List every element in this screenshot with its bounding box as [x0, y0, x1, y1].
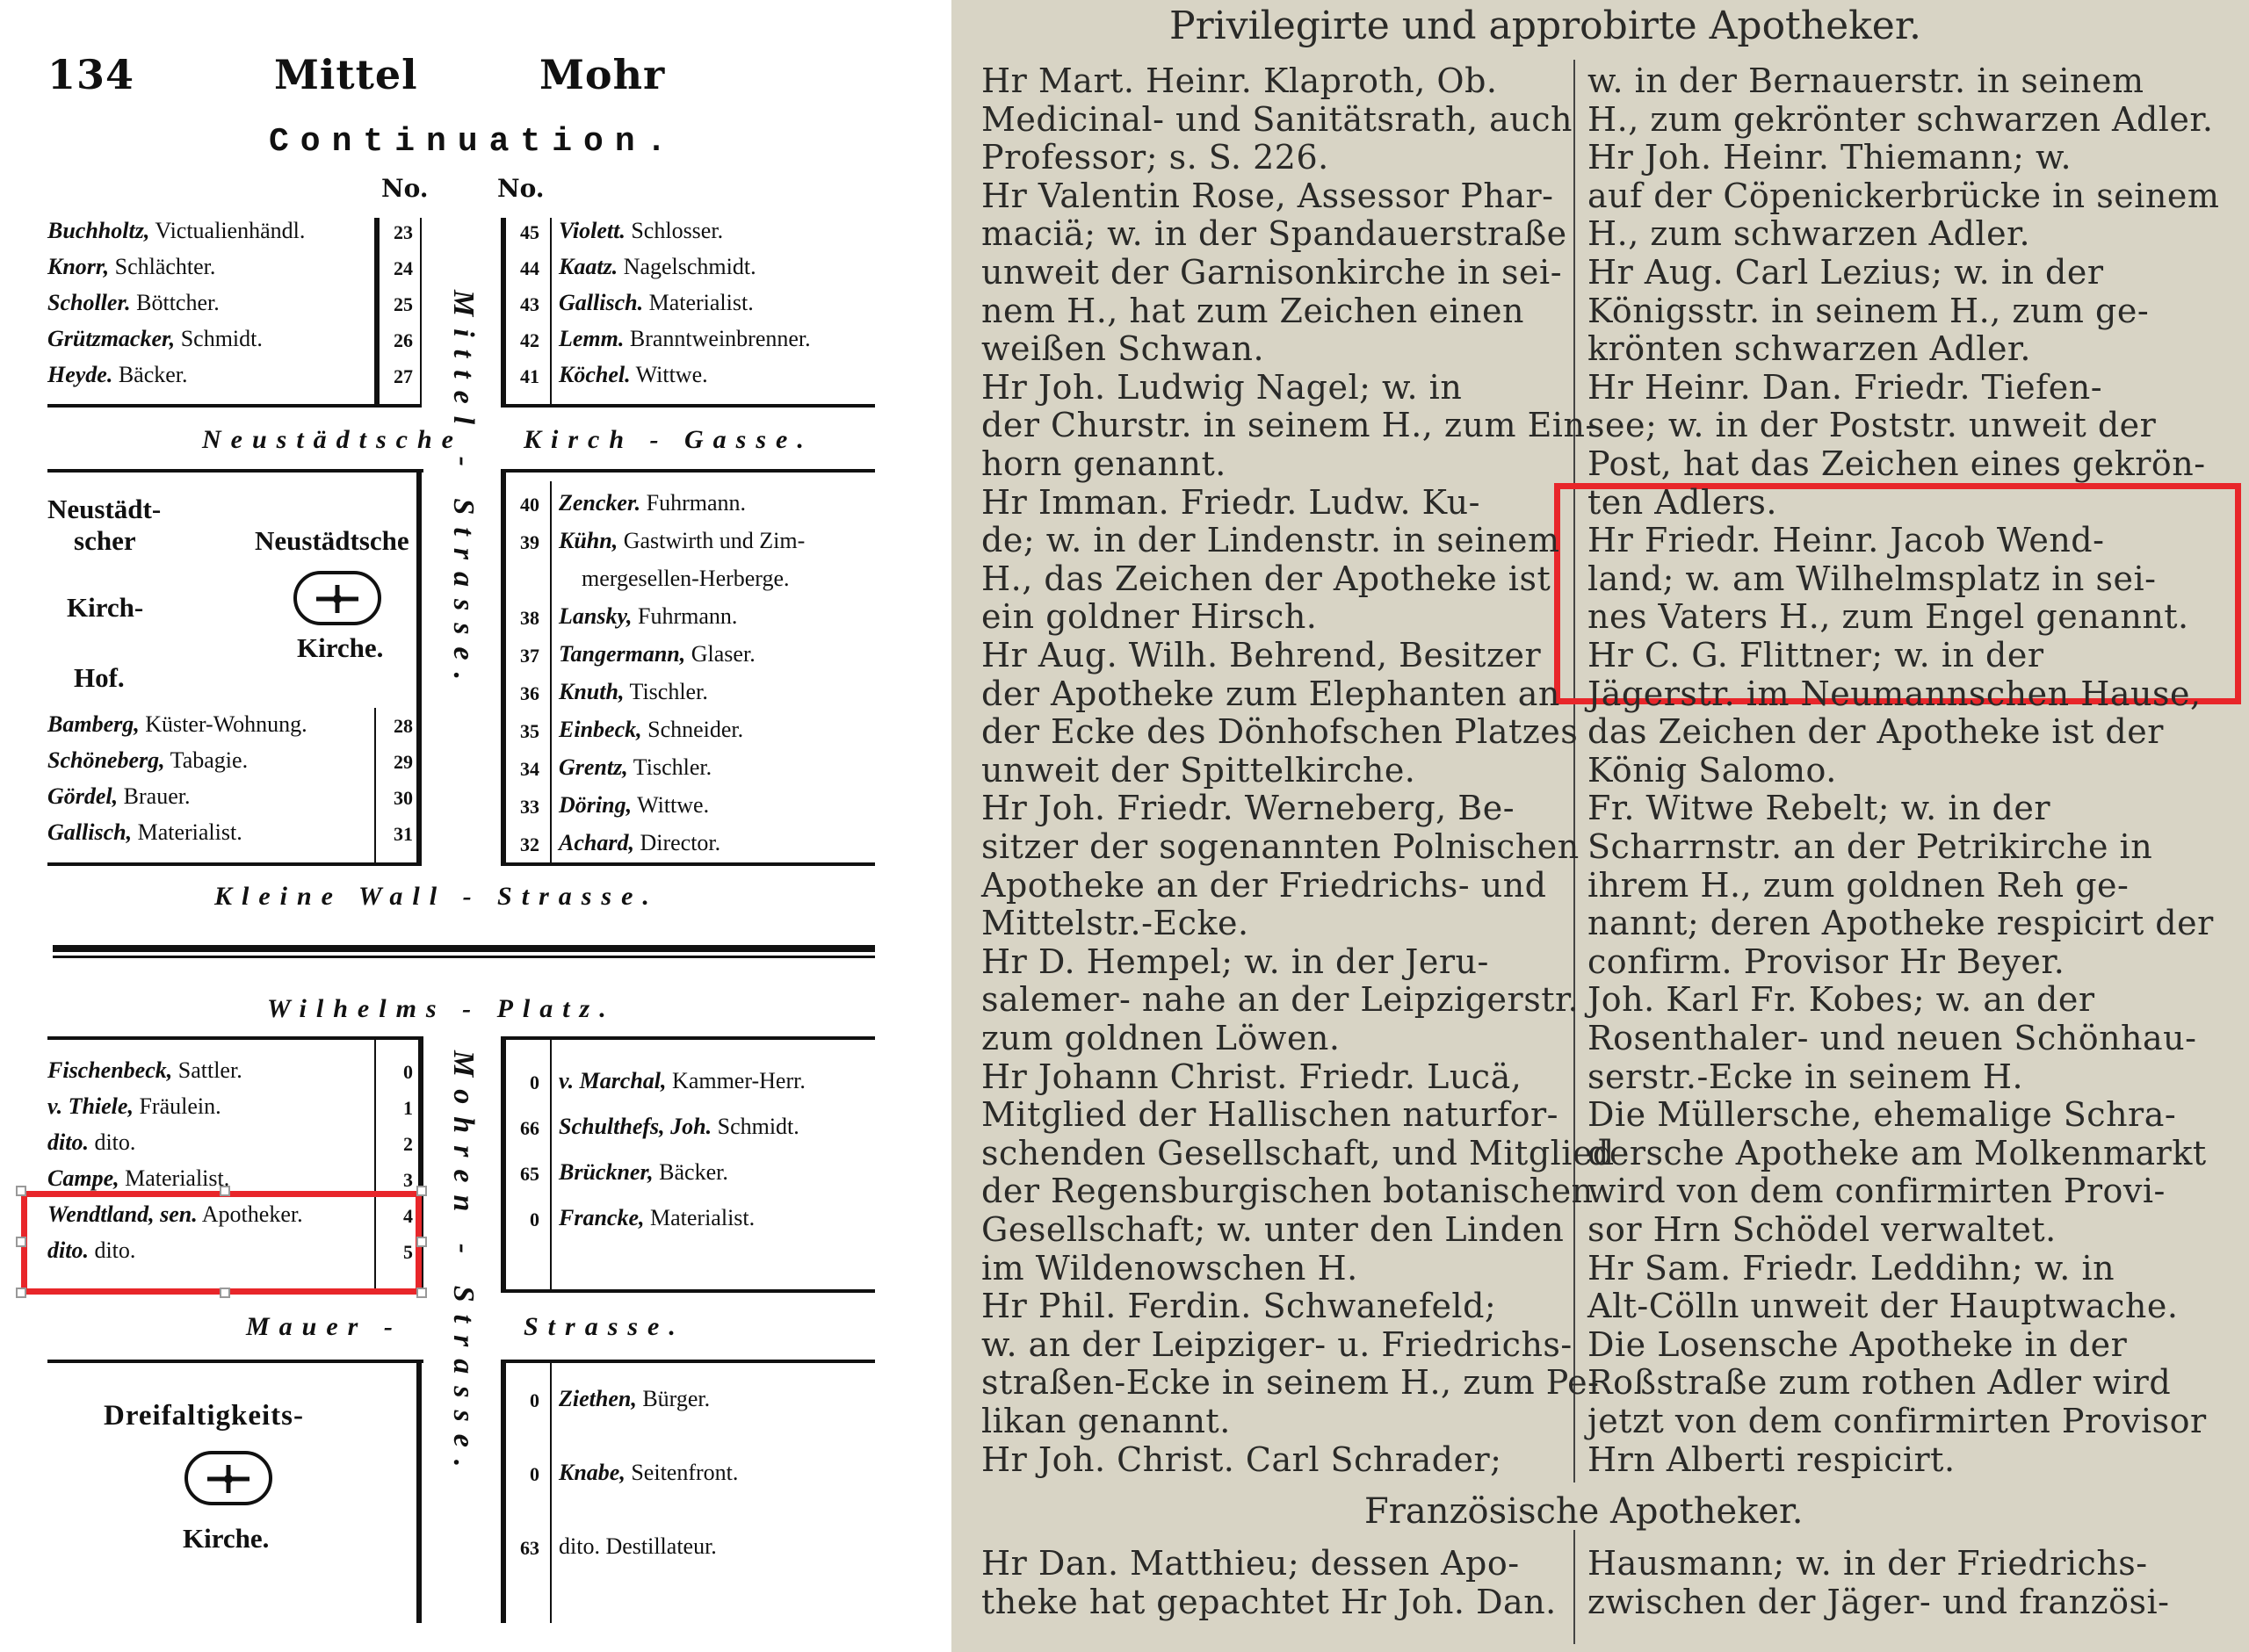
entry-line: Medicinal- und Sanitätsrath, auch [981, 99, 1573, 139]
resident-occupation: Schlosser. [625, 218, 724, 243]
resident-name: Brückner, [559, 1159, 654, 1185]
hof-line: Neustädt- [47, 494, 162, 524]
resident-occupation: Materialist. [644, 1205, 756, 1230]
entry-line: sor Hrn Schödel verwaltet. [1587, 1210, 2057, 1249]
divider [550, 218, 552, 406]
resident-occupation: Nagelschmidt. [618, 254, 756, 279]
resident-name: Grentz, [559, 754, 628, 780]
resident-name: v. Thiele, [47, 1093, 134, 1119]
divider [47, 404, 422, 408]
entry-line: Hr Aug. Carl Lezius; w. in der [1587, 253, 2104, 292]
house-number: 33 [520, 796, 539, 818]
resident-name: Köchel. [559, 362, 631, 387]
entry-line: Hrn Alberti respicirt. [1587, 1439, 1956, 1479]
divider [501, 1289, 875, 1293]
resident-entry [559, 326, 811, 352]
house-number: 1 [403, 1097, 413, 1119]
entry-line: serstr.-Ecke in seinem H. [1587, 1057, 2024, 1096]
entry-line: nes Vaters H., zum Engel genannt. [1587, 597, 2189, 637]
entry-line: jetzt von dem confirmirten Provisor [1587, 1402, 2207, 1440]
divider [53, 945, 875, 952]
resident-occupation: Seitenfront. [625, 1460, 739, 1485]
resident-name: Einbeck, [559, 717, 642, 742]
resident-occupation: Schmidt. [175, 326, 263, 351]
house-number: 5 [403, 1241, 413, 1263]
resident-name: Knorr, [47, 254, 110, 279]
house-number: 24 [394, 257, 413, 279]
entry-line: Hr Friedr. Heinr. Jacob Wend- [1587, 521, 2105, 560]
resident-entry [559, 218, 723, 244]
divider [47, 1360, 423, 1363]
entry-line: Hr Joh. Ludwig Nagel; w. in [981, 367, 1463, 407]
resident-occupation: Glaser. [685, 641, 756, 667]
resident-name: dito. [47, 1237, 89, 1263]
street-wilhelmsplatz: Wilhelms - Platz. [267, 994, 616, 1023]
street-kirchgasse: Kirch - Gasse. [524, 425, 814, 454]
resident-name: Wendtland, sen. [47, 1201, 198, 1227]
house-number: 0 [530, 1071, 539, 1093]
hof-line: scher [74, 525, 136, 556]
house-number: 0 [403, 1061, 413, 1083]
resident-occupation: Wittwe. [630, 362, 708, 387]
church-name: Dreifaltigkeits- [104, 1400, 305, 1432]
resident-name: Bamberg, [47, 711, 140, 737]
house-number: 39 [520, 531, 539, 553]
entry-line: ten Adlers. [1587, 482, 1777, 522]
resident-occupation: Brauer. [118, 783, 191, 809]
resident-name: Gallisch. [559, 290, 644, 315]
resident-entry [47, 362, 188, 388]
house-number: 37 [520, 645, 539, 667]
resident-occupation: Fuhrmann. [640, 490, 747, 516]
entry-line: wird von dem confirmirten Provi- [1587, 1172, 2166, 1211]
hof-line: Hof. [74, 662, 125, 693]
entry-line: Rosenthaler- und neuen Schönhau- [1587, 1019, 2197, 1057]
entry-line: Hr Imman. Friedr. Ludw. Ku- [981, 482, 1480, 522]
entry-line: krönten schwarzen Adler. [1587, 329, 2031, 369]
entry-line: Hr C. G. Flittner; w. in der [1587, 636, 2044, 675]
resident-occupation: Director. [633, 830, 721, 855]
resident-occupation: Tischler. [627, 754, 712, 780]
entry-line: schenden Gesellschaft, und Mitglied [981, 1133, 1615, 1172]
resident-name: Knuth, [559, 679, 625, 704]
divider [501, 862, 875, 866]
resident-occupation: Bäcker. [112, 362, 188, 387]
resident-entry [559, 717, 743, 743]
resident-entry [47, 747, 248, 774]
divider [47, 1036, 423, 1040]
house-number: 27 [394, 365, 413, 387]
entry-line: Jägerstr. im Neumannschen Hause, [1587, 674, 2202, 713]
house-number: 65 [520, 1163, 539, 1185]
resident-name: Ziethen, [559, 1386, 637, 1411]
resident-entry [559, 290, 754, 316]
resident-occupation: Schmidt. [712, 1114, 799, 1139]
divider [501, 218, 506, 406]
entry-line: Roßstraße zum rothen Adler wird [1587, 1363, 2172, 1403]
address-book-page [0, 0, 914, 1652]
entry-line: Mittelstr.-Ecke. [981, 904, 1249, 943]
title-left: Mittel [274, 51, 418, 98]
street-neustaedtsche: Neustädtsche [202, 425, 463, 454]
entry-line: weißen Schwan. [981, 329, 1265, 369]
divider [501, 404, 875, 408]
resident-occupation: dito. [88, 1237, 136, 1263]
resident-entry [47, 1237, 135, 1264]
resident-entry [47, 1093, 221, 1120]
entry-line: dersche Apotheke am Molkenmarkt [1587, 1133, 2207, 1172]
resident-entry [559, 254, 756, 280]
hof-line: Kirch- [67, 592, 144, 623]
resident-occupation: dito. [88, 1129, 136, 1155]
entry-line: land; w. am Wilhelmsplatz in sei- [1587, 559, 2157, 598]
resident-name: Zencker. [559, 490, 641, 516]
resident-occupation: Sattler. [172, 1057, 242, 1083]
resident-occupation: Materialist. [643, 290, 754, 315]
resident-name: Kaatz. [559, 254, 618, 279]
entry-line: Apotheke an der Friedrichs- und [981, 865, 1547, 905]
divider [501, 469, 506, 864]
resident-name: Lansky, [559, 603, 633, 629]
street-mauer: Mauer - [246, 1312, 402, 1341]
resident-occupation: Tabagie. [164, 747, 249, 773]
divider [501, 1036, 875, 1040]
house-number: 29 [394, 751, 413, 773]
house-number: 40 [520, 494, 539, 516]
entry-line: w. an der Leipziger- u. Friedrichs- [981, 1324, 1573, 1364]
entry-line: unweit der Garnisonkirche in sei- [981, 253, 1563, 292]
house-number: 45 [520, 221, 539, 243]
house-number: 35 [520, 720, 539, 742]
resident-entry [559, 830, 720, 856]
street-kleinewall: Kleine Wall - Strasse. [214, 882, 659, 911]
continuation-heading: Continuation. [269, 123, 678, 161]
church-label: Kirche. [183, 1523, 270, 1554]
entry-line: zum goldnen Löwen. [981, 1019, 1341, 1057]
divider [420, 218, 422, 406]
title-right: Mohr [539, 51, 666, 98]
entry-line: Hr Joh. Friedr. Werneberg, Be- [981, 789, 1515, 828]
house-number: 0 [530, 1389, 539, 1411]
entry-line: Hr Joh. Heinr. Thiemann; w. [1587, 138, 2072, 177]
entry-line: Königsstr. in seinem H., zum ge- [1587, 291, 2150, 330]
resident-occupation: Fräulein. [133, 1093, 221, 1119]
resident-occupation: Tischler. [624, 679, 708, 704]
resident-entry [47, 711, 307, 738]
divider [501, 469, 875, 473]
house-number: 32 [520, 833, 539, 855]
resize-handle[interactable] [16, 1186, 26, 1196]
resident-occupation: Apotheker. [197, 1201, 303, 1227]
entry-line: auf der Cöpenickerbrücke in seinem [1587, 176, 2220, 215]
divider [374, 218, 380, 406]
house-number: 31 [394, 823, 413, 845]
entry-line: w. in der Bernauerstr. in seinem [1587, 61, 2144, 100]
resident-occupation: Küster-Wohnung. [139, 711, 307, 737]
resident-entry [47, 819, 242, 846]
divider [501, 1036, 506, 1291]
street-mohrenstrasse: Mohren - Strasse. [447, 1050, 480, 1480]
resident-name: Gallisch, [47, 819, 133, 845]
house-number: 4 [403, 1205, 413, 1227]
house-number: 34 [520, 758, 539, 780]
entry-line: Hr Phil. Ferdin. Schwanefeld; [981, 1287, 1497, 1326]
entry-line: Mitglied der Hallischen naturfor- [981, 1095, 1558, 1135]
entry-line: de; w. in der Lindenstr. in seinem [981, 521, 1560, 560]
entry-line: Hr Aug. Wilh. Behrend, Besitzer [981, 636, 1542, 675]
house-number: 25 [394, 293, 413, 315]
entry-line: Hr Heinr. Dan. Friedr. Tiefen- [1587, 367, 2103, 407]
entry-line: unweit der Spittelkirche. [981, 750, 1416, 790]
entry-line: nem H., hat zum Zeichen einen [981, 291, 1524, 330]
entry-line: nannt; deren Apotheke respicirt der [1587, 904, 2214, 943]
directory-scan-page [951, 0, 2249, 1652]
resident-occupation: Branntweinbrenner. [624, 326, 811, 351]
entry-line: der Churstr. in seinem H., zum Ein- [981, 406, 1597, 445]
church-symbol-icon [293, 571, 381, 625]
column-divider [1573, 1530, 1575, 1644]
resident-name: Campe, [47, 1165, 119, 1191]
resident-name: Kühn, [559, 528, 618, 553]
resident-entry [559, 1533, 717, 1560]
column-divider [1573, 60, 1575, 1482]
house-number: 26 [394, 329, 413, 351]
street-mittelstrasse: Mittel - Strasse. [447, 290, 480, 693]
entry-line: Hausmann; w. in der Friedrichs- [1587, 1544, 2148, 1583]
entry-line: Hr Mart. Heinr. Klaproth, Ob. [981, 61, 1498, 100]
resident-entry [559, 490, 746, 516]
no-label-right: No. [497, 174, 545, 203]
resident-name: Buchholtz, [47, 218, 150, 243]
resident-name: Fischenbeck, [47, 1057, 173, 1083]
house-number: 3 [403, 1169, 413, 1191]
entry-line: der Ecke des Dönhofschen Platzes [981, 712, 1579, 752]
entry-line: zwischen der Jäger- und französi- [1587, 1583, 2170, 1621]
resident-occupation: Bäcker. [653, 1159, 728, 1185]
resident-occupation: Schneider. [641, 717, 744, 742]
resident-occupation: Wittwe. [632, 792, 710, 818]
resident-entry [559, 1114, 799, 1140]
resident-occupation: Schlächter. [109, 254, 216, 279]
divider [53, 956, 875, 958]
entry-line: Hr Sam. Friedr. Leddihn; w. in [1587, 1248, 2115, 1288]
entry-line: Hr Johann Christ. Friedr. Lucä, [981, 1057, 1522, 1096]
house-number: 28 [394, 715, 413, 737]
resident-entry [559, 754, 712, 781]
divider [550, 481, 552, 864]
church-label: Kirche. [297, 632, 384, 663]
resize-handle[interactable] [16, 1237, 26, 1247]
resident-name: Schulthefs, Joh. [559, 1114, 712, 1139]
entry-line: salemer- nahe an der Leipzigerstr. [981, 980, 1580, 1020]
resident-occupation: Kammer-Herr. [666, 1068, 806, 1093]
divider [374, 708, 376, 864]
entry-line: König Salomo. [1587, 750, 1837, 790]
house-number: 66 [520, 1117, 539, 1139]
resident-occupation: Böttcher. [130, 290, 220, 315]
divider [550, 1360, 552, 1623]
resident-entry [47, 218, 305, 244]
entry-line: der Regensburgischen botanischen [981, 1172, 1594, 1211]
church-symbol-icon [184, 1451, 272, 1505]
entry-line: Die Müllersche, ehemalige Schra- [1587, 1095, 2177, 1135]
resident-entry [559, 1159, 728, 1186]
entry-line: straßen-Ecke in seinem H., zum Pe- [981, 1363, 1600, 1403]
entry-line: Hr Dan. Matthieu; dessen Apo- [981, 1544, 1520, 1583]
entry-line: Die Losensche Apotheke in der [1587, 1324, 2128, 1364]
house-number: 0 [530, 1463, 539, 1485]
resident-name: v. Marchal, [559, 1068, 667, 1093]
house-number: 0 [530, 1208, 539, 1230]
street-strasse: Strasse. [524, 1312, 685, 1341]
resident-name: Lemm. [559, 326, 625, 351]
entry-line: Professor; s. S. 226. [981, 138, 1329, 177]
entry-line: horn genannt. [981, 444, 1226, 483]
resident-occupation: Materialist. [119, 1165, 230, 1191]
divider [47, 469, 423, 473]
house-number: 44 [520, 257, 539, 279]
resident-entry [47, 290, 220, 316]
entry-line: H., das Zeichen der Apotheke ist [981, 559, 1551, 598]
resize-handle[interactable] [16, 1288, 26, 1298]
resident-occupation: Fuhrmann. [632, 603, 738, 629]
section-heading: Privilegirte und approbirte Apotheker. [1169, 4, 1922, 48]
resident-name: Döring, [559, 792, 633, 818]
resident-name: Scholler. [47, 290, 131, 315]
resident-entry [47, 1057, 242, 1084]
house-number: 30 [394, 787, 413, 809]
entry-line: Post, hat das Zeichen eines gekrön- [1587, 444, 2206, 483]
resident-name: Knabe, [559, 1460, 626, 1485]
resize-handle[interactable] [220, 1288, 230, 1298]
resident-entry [559, 603, 737, 630]
house-number: 2 [403, 1133, 413, 1155]
house-number: 43 [520, 293, 539, 315]
resident-entry [47, 1129, 135, 1156]
church-name: Neustädtsche [255, 525, 409, 556]
divider [416, 469, 422, 864]
resident-name: Heyde. [47, 362, 113, 387]
entry-line: der Apotheke zum Elephanten an [981, 674, 1560, 713]
entry-line: theke hat gepachtet Hr Joh. Dan. [981, 1583, 1557, 1621]
entry-line: see; w. in der Poststr. unweit der [1587, 406, 2157, 445]
resident-occupation: dito. Destillateur. [559, 1533, 717, 1559]
no-label-left: No. [381, 174, 429, 203]
resident-entry [47, 1165, 229, 1192]
resident-name: Violett. [559, 218, 626, 243]
house-number: 42 [520, 329, 539, 351]
divider [47, 862, 422, 866]
resident-entry [582, 566, 790, 592]
entry-line: im Wildenowschen H. [981, 1248, 1358, 1288]
entry-line: sitzer der sogenannten Polnischen [981, 827, 1580, 866]
entry-line: H., zum gekrönter schwarzen Adler. [1587, 99, 2214, 139]
entry-line: ein goldner Hirsch. [981, 597, 1318, 637]
resident-entry [47, 326, 263, 352]
house-number: 36 [520, 682, 539, 704]
entry-line: ihrem H., zum goldnen Reh ge- [1587, 865, 2130, 905]
house-number: 23 [394, 221, 413, 243]
resident-name: Gördel, [47, 783, 119, 809]
resize-handle[interactable] [416, 1237, 427, 1247]
resident-occupation: mergesellen-Herberge. [582, 566, 790, 591]
resident-entry [559, 679, 708, 705]
resident-name: dito. [47, 1129, 89, 1155]
divider [501, 1360, 875, 1363]
resident-occupation: Victualienhändl. [149, 218, 306, 243]
resident-name: Grützmacker, [47, 326, 176, 351]
resident-entry [559, 1068, 806, 1094]
entry-line: confirm. Provisor Hr Beyer. [1587, 941, 2065, 981]
divider [550, 1036, 552, 1291]
entry-line: Joh. Karl Fr. Kobes; w. an der [1587, 980, 2095, 1020]
entry-line: Alt-Cölln unweit der Hauptwache. [1587, 1287, 2179, 1326]
resident-name: Schöneberg, [47, 747, 165, 773]
resident-occupation: Materialist. [132, 819, 242, 845]
resident-occupation: Gastwirth und Zim- [618, 528, 806, 553]
resident-name: Achard, [559, 830, 634, 855]
entry-line: Fr. Witwe Rebelt; w. in der [1587, 789, 2051, 828]
resident-entry [559, 1386, 710, 1412]
resident-entry [559, 362, 708, 388]
resident-entry [559, 528, 805, 554]
divider [501, 1360, 506, 1623]
resident-name: Francke, [559, 1205, 645, 1230]
resident-entry [559, 1460, 738, 1486]
resize-handle[interactable] [416, 1186, 427, 1196]
house-number: 63 [520, 1537, 539, 1559]
entry-line: maciä; w. in der Spandauerstraße [981, 214, 1567, 254]
page-number: 134 [47, 51, 135, 98]
entry-line: Hr Valentin Rose, Assessor Phar- [981, 176, 1554, 215]
resize-handle[interactable] [416, 1288, 427, 1298]
resident-entry [47, 783, 190, 810]
divider [416, 1360, 422, 1623]
entry-line: Gesellschaft; w. unter den Linden [981, 1210, 1565, 1249]
house-number: 41 [520, 365, 539, 387]
entry-line: likan genannt. [981, 1402, 1231, 1440]
resident-entry [47, 254, 215, 280]
resident-name: Tangermann, [559, 641, 686, 667]
entry-line: Scharrnstr. an der Petrikirche in [1587, 827, 2153, 866]
entry-line: Hr D. Hempel; w. in der Jeru- [981, 941, 1489, 981]
entry-line: das Zeichen der Apotheke ist der [1587, 712, 2164, 752]
resident-entry [47, 1201, 303, 1228]
entry-line: H., zum schwarzen Adler. [1587, 214, 2031, 254]
resident-occupation: Bürger. [636, 1386, 711, 1411]
resident-entry [559, 792, 709, 819]
resident-entry [559, 641, 756, 667]
house-number: 38 [520, 607, 539, 629]
subheading: Französische Apotheker. [1364, 1491, 1804, 1532]
resident-entry [559, 1205, 755, 1231]
entry-line: Hr Joh. Christ. Carl Schrader; [981, 1439, 1502, 1479]
